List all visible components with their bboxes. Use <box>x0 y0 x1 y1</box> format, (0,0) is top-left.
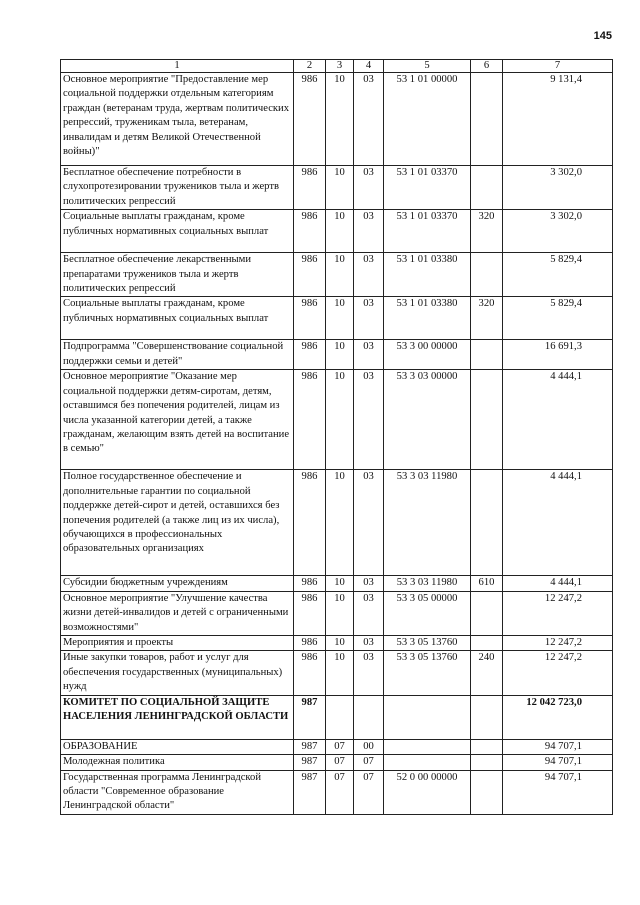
row-section: 07 <box>326 770 354 814</box>
row-expense-type: 320 <box>471 297 503 340</box>
row-amount: 3 302,0 <box>503 166 613 210</box>
row-subsection: 00 <box>354 739 384 754</box>
row-section: 10 <box>326 297 354 340</box>
row-amount: 94 707,1 <box>503 739 613 754</box>
table-row-committee <box>61 695 613 739</box>
row-name: Молодежная политика <box>61 755 294 770</box>
row-amount: 12 247,2 <box>503 591 613 635</box>
row-amount: 16 691,3 <box>503 340 613 370</box>
row-subsection: 03 <box>354 210 384 253</box>
row-grbs: 987 <box>294 770 326 814</box>
row-subsection: 03 <box>354 651 384 695</box>
row-section: 10 <box>326 210 354 253</box>
row-name: ОБРАЗОВАНИЕ <box>61 739 294 754</box>
row-target-code <box>384 739 471 754</box>
row-target-code: 53 3 05 13760 <box>384 636 471 651</box>
row-target-code: 53 3 03 00000 <box>384 370 471 470</box>
row-amount: 12 042 723,0 <box>503 695 613 739</box>
page-number: 145 <box>593 30 612 42</box>
header-cell: 6 <box>471 60 503 73</box>
table-row <box>61 370 613 470</box>
row-expense-type <box>471 591 503 635</box>
row-subsection: 03 <box>354 340 384 370</box>
row-name: Бесплатное обеспечение лекарственными препаратами тружеников тыла и жертв политических репрессий <box>61 253 294 297</box>
row-section: 10 <box>326 253 354 297</box>
table-row <box>61 470 613 576</box>
row-expense-type <box>471 253 503 297</box>
row-expense-type <box>471 470 503 576</box>
row-subsection: 03 <box>354 253 384 297</box>
row-target-code: 53 3 05 00000 <box>384 591 471 635</box>
row-name: Социальные выплаты гражданам, кроме публичных нормативных социальных выплат <box>61 210 294 253</box>
table-row <box>61 591 613 635</box>
header-cell: 5 <box>384 60 471 73</box>
row-subsection: 03 <box>354 591 384 635</box>
row-grbs: 986 <box>294 253 326 297</box>
row-name: Иные закупки товаров, работ и услуг для обеспечения государственных (муниципальных) нужд <box>61 651 294 695</box>
row-expense-type <box>471 73 503 166</box>
row-subsection <box>354 695 384 739</box>
header-cell: 4 <box>354 60 384 73</box>
row-target-code: 53 1 01 00000 <box>384 73 471 166</box>
row-amount: 4 444,1 <box>503 470 613 576</box>
header-cell: 1 <box>61 60 294 73</box>
table-row <box>61 297 613 340</box>
row-amount: 94 707,1 <box>503 770 613 814</box>
budget-table <box>60 59 613 815</box>
header-cell: 7 <box>503 60 613 73</box>
row-grbs: 987 <box>294 695 326 739</box>
table-row <box>61 166 613 210</box>
row-grbs: 986 <box>294 73 326 166</box>
row-target-code: 53 3 03 11980 <box>384 470 471 576</box>
table-row <box>61 576 613 591</box>
row-target-code: 53 3 03 11980 <box>384 576 471 591</box>
header-cell: 2 <box>294 60 326 73</box>
header-cell: 3 <box>326 60 354 73</box>
row-section: 10 <box>326 340 354 370</box>
row-section: 10 <box>326 370 354 470</box>
row-section <box>326 695 354 739</box>
row-subsection: 07 <box>354 755 384 770</box>
table-row <box>61 340 613 370</box>
row-section: 10 <box>326 73 354 166</box>
row-grbs: 986 <box>294 470 326 576</box>
row-grbs: 986 <box>294 297 326 340</box>
table-row <box>61 210 613 253</box>
row-target-code <box>384 695 471 739</box>
row-section: 10 <box>326 166 354 210</box>
row-grbs: 986 <box>294 166 326 210</box>
row-expense-type <box>471 370 503 470</box>
row-amount: 12 247,2 <box>503 651 613 695</box>
table-row <box>61 755 613 770</box>
row-target-code <box>384 755 471 770</box>
row-expense-type: 610 <box>471 576 503 591</box>
row-section: 07 <box>326 739 354 754</box>
row-grbs: 986 <box>294 636 326 651</box>
row-name: Основное мероприятие "Предоставление мер социальной поддержки отдельным категориям граждан (ветеранам труда, жертвам политических репрессий, труженикам тыла, ветеранам, инвалидам и детям Великой Отечественной войны)" <box>61 73 294 166</box>
row-expense-type <box>471 770 503 814</box>
row-subsection: 03 <box>354 166 384 210</box>
row-amount: 9 131,4 <box>503 73 613 166</box>
table-row <box>61 253 613 297</box>
table-header-row <box>61 60 613 73</box>
row-amount: 12 247,2 <box>503 636 613 651</box>
row-expense-type <box>471 340 503 370</box>
row-target-code: 53 1 01 03370 <box>384 166 471 210</box>
row-amount: 4 444,1 <box>503 576 613 591</box>
row-target-code: 53 1 01 03380 <box>384 253 471 297</box>
row-amount: 5 829,4 <box>503 297 613 340</box>
row-amount: 94 707,1 <box>503 755 613 770</box>
row-target-code: 53 1 01 03380 <box>384 297 471 340</box>
row-grbs: 986 <box>294 210 326 253</box>
row-target-code: 53 3 05 13760 <box>384 651 471 695</box>
row-amount: 3 302,0 <box>503 210 613 253</box>
row-name: Бесплатное обеспечение потребности в слухопротезировании тружеников тыла и жертв политических репрессий <box>61 166 294 210</box>
row-grbs: 987 <box>294 739 326 754</box>
row-subsection: 03 <box>354 636 384 651</box>
row-amount: 5 829,4 <box>503 253 613 297</box>
row-grbs: 987 <box>294 755 326 770</box>
table-row <box>61 770 613 814</box>
row-section: 10 <box>326 576 354 591</box>
row-grbs: 986 <box>294 576 326 591</box>
table-row <box>61 636 613 651</box>
row-name: КОМИТЕТ ПО СОЦИАЛЬНОЙ ЗАЩИТЕ НАСЕЛЕНИЯ ЛЕНИНГРАДСКОЙ ОБЛАСТИ <box>61 695 294 739</box>
row-expense-type <box>471 755 503 770</box>
table-row <box>61 651 613 695</box>
row-name: Основное мероприятие "Улучшение качества жизни детей-инвалидов и детей с ограниченными возможностями" <box>61 591 294 635</box>
row-section: 10 <box>326 470 354 576</box>
row-subsection: 03 <box>354 370 384 470</box>
row-grbs: 986 <box>294 370 326 470</box>
row-expense-type <box>471 695 503 739</box>
row-name: Субсидии бюджетным учреждениям <box>61 576 294 591</box>
row-subsection: 07 <box>354 770 384 814</box>
row-section: 07 <box>326 755 354 770</box>
row-subsection: 03 <box>354 576 384 591</box>
row-section: 10 <box>326 651 354 695</box>
table-row <box>61 73 613 166</box>
row-name: Государственная программа Ленинградской области "Современное образование Ленинградской области" <box>61 770 294 814</box>
row-expense-type <box>471 166 503 210</box>
row-name: Подпрограмма "Совершенствование социальной поддержки семьи и детей" <box>61 340 294 370</box>
row-target-code: 53 3 00 00000 <box>384 340 471 370</box>
row-grbs: 986 <box>294 651 326 695</box>
row-name: Мероприятия и проекты <box>61 636 294 651</box>
row-expense-type <box>471 739 503 754</box>
row-grbs: 986 <box>294 591 326 635</box>
row-section: 10 <box>326 636 354 651</box>
row-name: Полное государственное обеспечение и дополнительные гарантии по социальной поддержке детей-сирот и детей, оставшихся без попечения родителей (а также лиц из их числа), обучающихся в профессиональных образовательных организациях <box>61 470 294 576</box>
row-expense-type: 240 <box>471 651 503 695</box>
row-subsection: 03 <box>354 470 384 576</box>
row-expense-type: 320 <box>471 210 503 253</box>
row-grbs: 986 <box>294 340 326 370</box>
row-name: Основное мероприятие "Оказание мер социальной поддержки детям-сиротам, детям, оставшимся без попечения родителей, лицам из числа указанной категории детей, а также гражданам, желающим взять детей на воспитание в семью" <box>61 370 294 470</box>
table-row <box>61 739 613 754</box>
row-subsection: 03 <box>354 297 384 340</box>
row-target-code: 52 0 00 00000 <box>384 770 471 814</box>
row-expense-type <box>471 636 503 651</box>
row-name: Социальные выплаты гражданам, кроме публичных нормативных социальных выплат <box>61 297 294 340</box>
row-amount: 4 444,1 <box>503 370 613 470</box>
row-subsection: 03 <box>354 73 384 166</box>
row-section: 10 <box>326 591 354 635</box>
row-target-code: 53 1 01 03370 <box>384 210 471 253</box>
